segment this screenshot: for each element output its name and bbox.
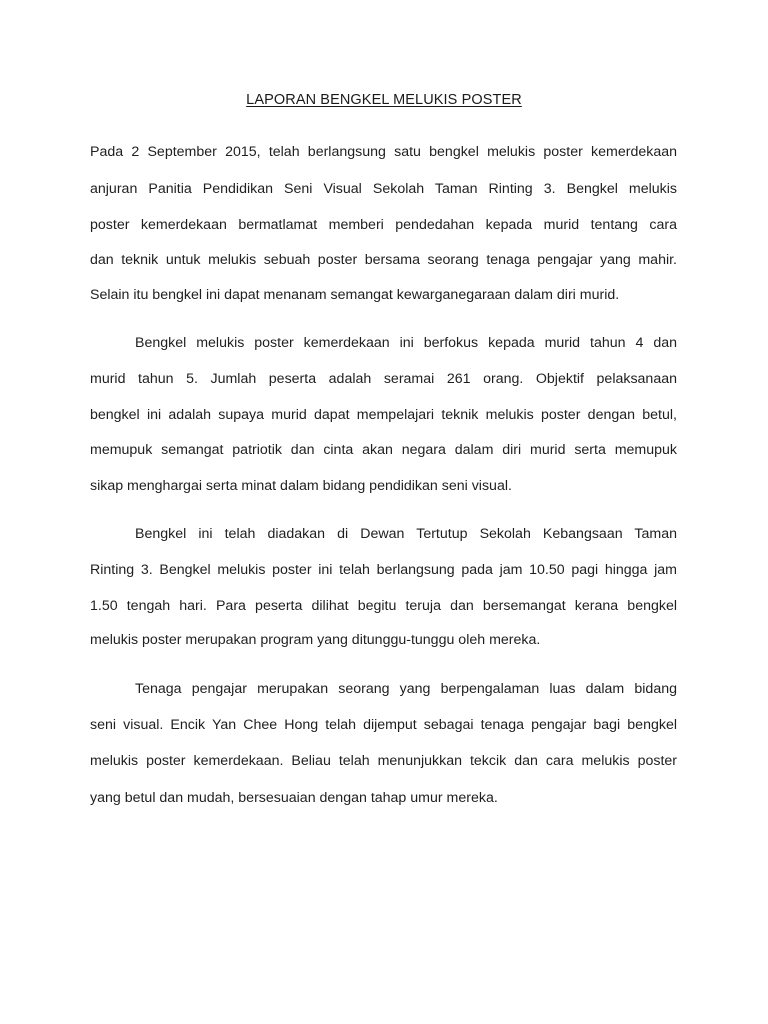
paragraph-line: Rinting 3. Bengkel melukis poster ini telah berlangsung pada jam 10.50 pagi hingga jam (90, 562, 677, 578)
paragraph-line: 1.50 tengah hari. Para peserta dilihat begitu teruja dan bersemangat kerana bengkel (90, 598, 677, 614)
paragraph-line: memupuk semangat patriotik dan cinta akan negara dalam diri murid serta memupuk (90, 442, 677, 458)
paragraph-line: yang betul dan mudah, bersesuaian dengan tahap umur mereka. (90, 790, 498, 806)
paragraph-line: poster kemerdekaan bermatlamat memberi pendedahan kepada murid tentang cara (90, 217, 677, 233)
paragraph-line: Bengkel ini telah diadakan di Dewan Tertutup Sekolah Kebangsaan Taman (135, 526, 677, 542)
paragraph-line: bengkel ini adalah supaya murid dapat mempelajari teknik melukis poster dengan betul, (90, 407, 677, 423)
report-title: LAPORAN BENGKEL MELUKIS POSTER (246, 92, 522, 108)
paragraph-line: seni visual. Encik Yan Chee Hong telah dijemput sebagai tenaga pengajar bagi bengkel (90, 717, 677, 733)
paragraph-line: Bengkel melukis poster kemerdekaan ini berfokus kepada murid tahun 4 dan (135, 335, 677, 351)
paragraph-line: murid tahun 5. Jumlah peserta adalah seramai 261 orang. Objektif pelaksanaan (90, 371, 677, 387)
paragraph-line: Selain itu bengkel ini dapat menanam semangat kewarganegaraan dalam diri murid. (90, 287, 620, 303)
paragraph-line: Tenaga pengajar merupakan seorang yang berpengalaman luas dalam bidang (135, 681, 677, 697)
paragraph-line: Pada 2 September 2015, telah berlangsung satu bengkel melukis poster kemerdekaan (90, 144, 677, 160)
paragraph-line: sikap menghargai serta minat dalam bidang pendidikan seni visual. (90, 478, 512, 494)
paragraph-line: anjuran Panitia Pendidikan Seni Visual Sekolah Taman Rinting 3. Bengkel melukis (90, 181, 677, 197)
paragraph-line: dan teknik untuk melukis sebuah poster bersama seorang tenaga pengajar yang mahir. (90, 252, 677, 268)
paragraph-line: melukis poster kemerdekaan. Beliau telah menunjukkan tekcik dan cara melukis poster (90, 753, 677, 769)
paragraph-line: melukis poster merupakan program yang ditunggu-tunggu oleh mereka. (90, 632, 541, 648)
